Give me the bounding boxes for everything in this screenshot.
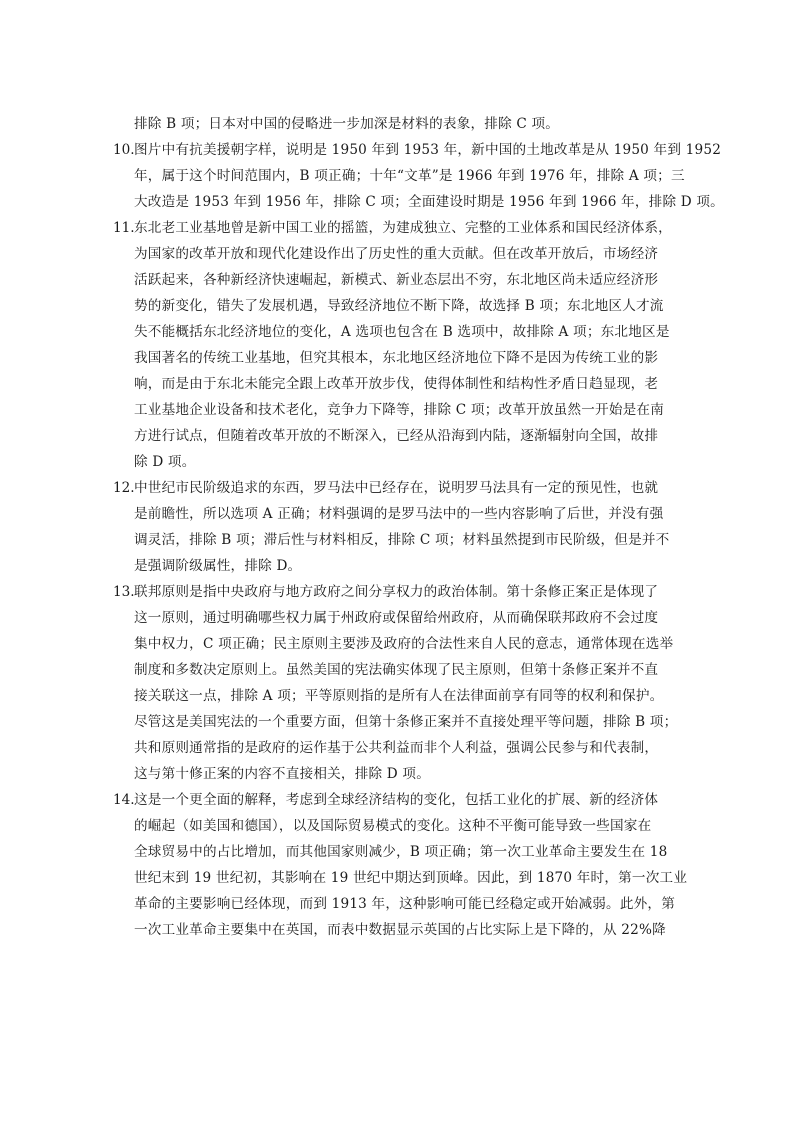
item-13-line-3: 集中权力，C 项正确；民主原则主要涉及政府的合法性来自人民的意志，通常体现在选举 xyxy=(134,636,674,652)
item-12-line-1: 中世纪市民阶级追求的东西，罗马法中已经存在，说明罗马法具有一定的预见性，也就 xyxy=(134,480,659,496)
item-11-line-8: 工业基地企业设备和技术老化，竞争力下降等，排除 C 项；改革开放虽然一开始是在南 xyxy=(134,402,665,418)
item-number-10: 10. xyxy=(113,142,135,158)
item-11-line-2: 为国家的改革开放和现代化建设作出了历史性的重大贡献。但在改革开放后，市场经济 xyxy=(134,246,659,262)
item-11-line-10: 除 D 项。 xyxy=(134,454,196,470)
item-12-line-3: 调灵活，排除 B 项；滞后性与材料相反，排除 C 项；材料虽然提到市民阶级，但是并不 xyxy=(134,532,670,548)
item-13-line-4: 制度和多数决定原则上。虽然美国的宪法确实体现了民主原则，但第十条修正案并不直 xyxy=(134,662,659,678)
item-13-line-5: 接关联这一点，排除 A 项；平等原则指的是所有人在法律面前享有同等的权利和保护。 xyxy=(134,688,664,704)
item-10-line-3: 大改造是 1953 年到 1956 年，排除 C 项；全面建设时期是 1956 年到 1966 年，排除 D 项。 xyxy=(134,194,724,210)
item-10-line-2: 年，属于这个时间范围内，B 项正确；十年“文革”是 1966 年到 1976 年，排除 A 项；三 xyxy=(134,168,685,184)
item-13-line-8: 这与第十修正案的内容不直接相关，排除 D 项。 xyxy=(134,766,431,782)
item-13-line-2: 这一原则，通过明确哪些权力属于州政府或保留给州政府，从而确保联邦政府不会过度 xyxy=(134,610,659,626)
item-13-line-1: 联邦原则是指中央政府与地方政府之间分享权力的政治体制。第十条修正案正是体现了 xyxy=(134,584,659,600)
item-14-line-6: 一次工业革命主要集中在英国，而表中数据显示英国的占比实际上是下降的，从 22%降 xyxy=(134,922,666,938)
item-11-line-6: 我国著名的传统工业基地，但究其根本，东北地区经济地位下降不是因为传统工业的影 xyxy=(134,350,659,366)
item-14-line-5: 革命的主要影响已经体现，而到 1913 年，这种影响可能已经稳定或开始减弱。此外，第 xyxy=(134,896,676,912)
item-11-line-4: 势的新变化，错失了发展机遇，导致经济地位不断下降，故选择 B 项；东北地区人才流 xyxy=(134,298,664,314)
item-number-11: 11. xyxy=(113,220,135,236)
item-number-13: 13. xyxy=(113,584,135,600)
item-14-line-1: 这是一个更全面的解释，考虑到全球经济结构的变化，包括工业化的扩展、新的经济体 xyxy=(134,792,659,808)
item-11-line-9: 方进行试点，但随着改革开放的不断深入，已经从沿海到内陆，逐渐辐射向全国，故排 xyxy=(134,428,659,444)
item-number-14: 14. xyxy=(113,792,135,808)
intro-line: 排除 B 项；日本对中国的侵略进一步加深是材料的表象，排除 C 项。 xyxy=(134,116,560,132)
item-14-line-4: 世纪末到 19 世纪初，其影响在 19 世纪中期达到顶峰。因此，到 1870 年时，第一次工业 xyxy=(134,870,688,886)
item-13-line-7: 共和原则通常指的是政府的运作基于公共利益而非个人利益，强调公民参与和代表制， xyxy=(134,740,659,756)
item-14-line-2: 的崛起（如美国和德国），以及国际贸易模式的变化。这种不平衡可能导致一些国家在 xyxy=(134,818,652,834)
item-number-12: 12. xyxy=(113,480,135,496)
item-14-line-3: 全球贸易中的占比增加，而其他国家则减少，B 项正确；第一次工业革命主要发生在 18 xyxy=(134,844,668,860)
item-12-line-2: 是前瞻性，所以选项 A 正确；材料强调的是罗马法中的一些内容影响了后世，并没有强 xyxy=(134,506,664,522)
item-11-line-7: 响，而是由于东北未能完全跟上改革开放步伐，使得体制性和结构性矛盾日趋显现，老 xyxy=(134,376,659,392)
item-10-line-1: 图片中有抗美援朝字样，说明是 1950 年到 1953 年，新中国的土地改革是从 1950 年到 1952 xyxy=(134,142,722,158)
item-11-line-3: 活跃起来，各种新经济快速崛起，新模式、新业态层出不穷，东北地区尚未适应经济形 xyxy=(134,272,659,288)
item-11-line-5: 失不能概括东北经济地位的变化，A 选项也包含在 B 选项中，故排除 A 项；东北地区是 xyxy=(134,324,670,340)
item-13-line-6: 尽管这是美国宪法的一个重要方面，但第十条修正案并不直接处理平等问题，排除 B 项； xyxy=(134,714,678,730)
item-11-line-1: 东北老工业基地曾是新中国工业的摇篮，为建成独立、完整的工业体系和国民经济体系， xyxy=(134,220,672,236)
item-12-line-4: 是强调阶级属性，排除 D。 xyxy=(134,558,302,574)
